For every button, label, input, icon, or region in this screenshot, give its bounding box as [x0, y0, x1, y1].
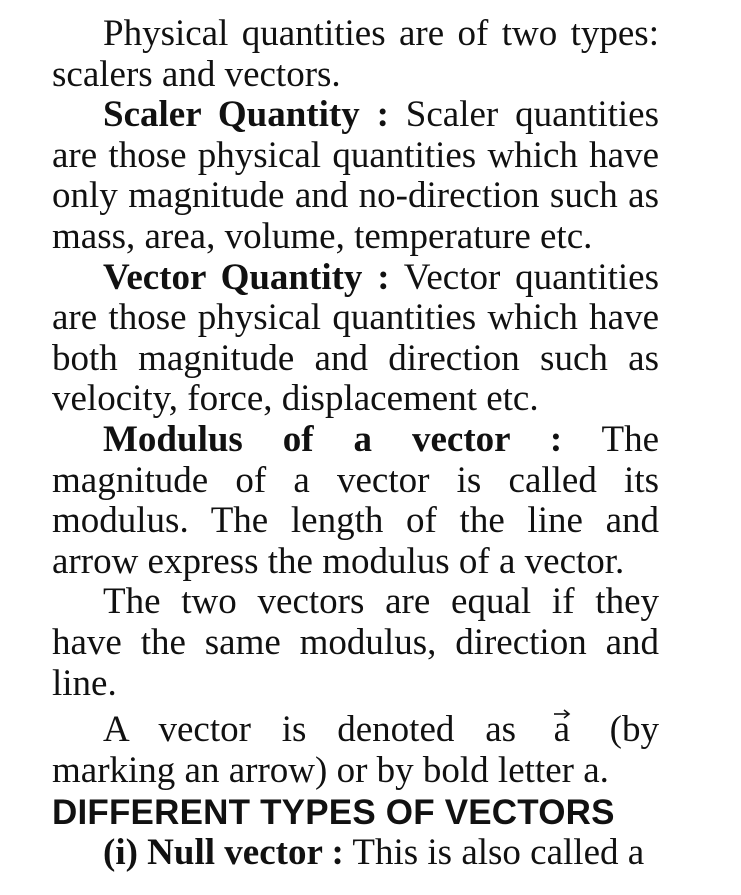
vector-letter: a [553, 709, 571, 751]
vector-quantity-paragraph [52, 258, 659, 420]
vector-a-symbol [551, 710, 573, 751]
null-vector-term: (i) Null vector : [103, 832, 344, 874]
null-vector-paragraph [52, 833, 659, 874]
vector-arrow-icon [552, 708, 572, 720]
scaler-quantity-text: Scaler quantities are those physical quantities which have only magnitude and no-direction such as mass, area, volume, temperature etc. [52, 94, 660, 257]
notation-text-before: A vector is denoted as [103, 709, 547, 751]
notation-paragraph [52, 710, 659, 791]
equal-vectors-paragraph [52, 582, 659, 704]
modulus-term: Modulus of a vector : [103, 418, 563, 460]
document-page [52, 14, 659, 874]
scaler-quantity-term: Scaler Quantity : [103, 94, 389, 136]
null-vector-text: This is also called a [343, 832, 645, 874]
intro-text: Physical quantities are of two types: scalers and vectors. [52, 13, 659, 95]
section-heading: DIFFERENT TYPES OF VECTORS [52, 793, 615, 833]
equal-vectors-text: The two vectors are equal if they have the same modulus, direction and line. [52, 581, 659, 704]
modulus-text: The magnitude of a vector is called its modulus. The length of the line and arrow express the modulus of a vector. [52, 418, 659, 582]
modulus-paragraph [52, 420, 659, 582]
vector-quantity-text: Vector quantities are those physical quantities which have both magnitude and direction such as velocity, force, displacement etc. [52, 256, 659, 420]
intro-paragraph [52, 14, 659, 95]
vector-quantity-term: Vector Quantity : [103, 256, 390, 298]
notation-text-after: (by marking an arrow) or by bold letter a. [52, 709, 660, 791]
scaler-quantity-paragraph [52, 95, 659, 257]
